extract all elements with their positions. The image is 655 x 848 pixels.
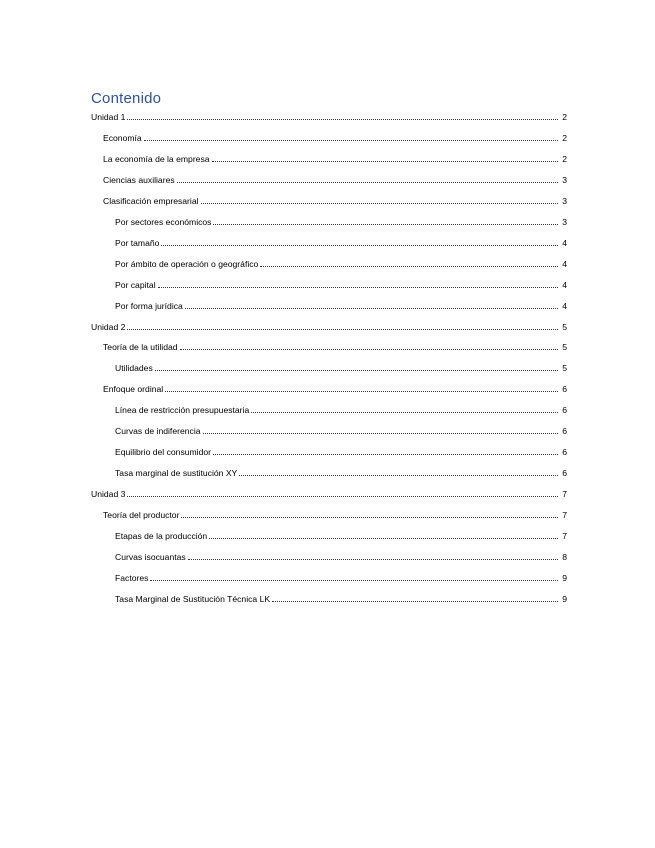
- toc-entry-page: 8: [562, 551, 567, 562]
- toc-entry-label: Tasa marginal de sustitución XY: [115, 468, 238, 479]
- toc-entry[interactable]: [115, 570, 567, 584]
- toc-leader-dots: [201, 203, 558, 204]
- toc-leader-dots: [272, 601, 558, 602]
- toc-leader-dots: [209, 538, 558, 539]
- toc-leader-dots: [161, 245, 558, 246]
- toc-entry[interactable]: [103, 172, 567, 186]
- toc-entry[interactable]: [91, 109, 567, 123]
- toc-entry[interactable]: [103, 507, 567, 521]
- toc-entry-label: Teoría del productor: [103, 510, 180, 521]
- toc-entry[interactable]: [115, 214, 567, 228]
- toc-entry[interactable]: [103, 151, 567, 165]
- toc-entry-page: 5: [562, 363, 567, 374]
- toc-entry-label: Utilidades: [115, 363, 153, 374]
- toc-entry-label: Curvas isocuantas: [115, 551, 186, 562]
- toc-leader-dots: [213, 454, 558, 455]
- toc-entry-page: 3: [562, 195, 567, 206]
- toc-leader-dots: [127, 119, 558, 120]
- toc-entry[interactable]: [115, 423, 567, 437]
- toc-entry[interactable]: [115, 235, 567, 249]
- toc-entry-label: La economía de la empresa: [103, 153, 210, 164]
- toc-entry-page: 7: [562, 531, 567, 541]
- toc-leader-dots: [165, 391, 558, 392]
- toc-leader-dots: [177, 182, 558, 183]
- toc-entry-label: Ciencias auxiliares: [103, 174, 175, 185]
- toc-leader-dots: [127, 329, 558, 330]
- toc-entry-label: Clasificación empresarial: [103, 195, 199, 206]
- toc-leader-dots: [155, 370, 558, 371]
- toc-entry[interactable]: [103, 381, 567, 395]
- toc-leader-dots: [158, 287, 558, 288]
- toc-entry[interactable]: [115, 256, 567, 270]
- toc-entry-page: 5: [562, 321, 567, 332]
- toc-leader-dots: [127, 496, 558, 497]
- toc-entry-page: 9: [562, 593, 567, 604]
- toc-entry-page: 6: [562, 384, 567, 395]
- toc-entry-page: 5: [562, 342, 567, 353]
- toc-entry-page: 6: [562, 405, 567, 416]
- toc-entry[interactable]: [115, 298, 567, 312]
- toc-entry[interactable]: [115, 591, 567, 605]
- toc-leader-dots: [203, 433, 558, 434]
- toc-entry[interactable]: [115, 277, 567, 291]
- toc-entry-label: Por sectores económicos: [115, 216, 212, 227]
- toc-entry[interactable]: [115, 549, 567, 563]
- toc-entry-page: 2: [562, 132, 567, 143]
- toc-entry-label: Curvas de indiferencia: [115, 426, 201, 437]
- toc-entry-label: Enfoque ordinal: [103, 384, 164, 395]
- toc-entry-label: Factores: [115, 572, 149, 583]
- toc-leader-dots: [188, 559, 558, 560]
- toc-leader-dots: [239, 475, 558, 476]
- toc-entry-page: 6: [562, 426, 567, 437]
- toc-entry-page: 7: [562, 489, 567, 500]
- toc-leader-dots: [251, 412, 558, 413]
- toc-entry-label: Equilibrio del consumidor: [115, 447, 212, 458]
- toc-leader-dots: [213, 224, 558, 225]
- toc-entry-page: 4: [562, 279, 567, 290]
- toc-entry[interactable]: [103, 339, 567, 353]
- toc-entry-page: 7: [562, 510, 567, 521]
- toc-entry[interactable]: [91, 319, 567, 333]
- toc-entry[interactable]: [115, 402, 567, 416]
- toc-entry-label: Etapas de la producción: [115, 531, 208, 541]
- toc-entry[interactable]: [91, 486, 567, 500]
- toc-entry[interactable]: [115, 360, 567, 374]
- toc-entry-label: Unidad 2: [91, 321, 126, 332]
- toc-entry[interactable]: [103, 193, 567, 207]
- toc-leader-dots: [181, 517, 558, 518]
- toc-entry-page: 3: [562, 216, 567, 227]
- toc-title: Contenido: [91, 90, 162, 107]
- toc-entry-page: 4: [562, 300, 567, 311]
- toc-entry-label: Teoría de la utilidad: [103, 342, 178, 353]
- toc-entry-page: 6: [562, 447, 567, 458]
- toc-entry-label: Por forma jurídica: [115, 300, 183, 311]
- toc-entry-label: Economía: [103, 132, 142, 143]
- toc-entry-label: Por tamaño: [115, 237, 160, 248]
- toc-entry-label: Tasa Marginal de Sustitución Técnica LK: [115, 593, 271, 604]
- toc-leader-dots: [180, 349, 558, 350]
- toc-entry-page: 6: [562, 468, 567, 479]
- toc-entry-label: Por ámbito de operación o geográfico: [115, 258, 259, 269]
- toc-leader-dots: [212, 161, 558, 162]
- toc-entry-page: 2: [562, 153, 567, 164]
- toc-entry-page: 9: [562, 572, 567, 583]
- toc-entry[interactable]: [115, 465, 567, 479]
- toc-entry-label: Línea de restricción presupuestaria: [115, 405, 250, 416]
- toc-entry-page: 2: [562, 112, 567, 122]
- toc-entry-page: 3: [562, 174, 567, 185]
- toc-entry-page: 4: [562, 237, 567, 248]
- toc-entry-page: 4: [562, 258, 567, 269]
- toc-leader-dots: [144, 140, 558, 141]
- toc-entry-label: Unidad 3: [91, 489, 126, 500]
- toc-leader-dots: [150, 580, 558, 581]
- toc-leader-dots: [185, 308, 558, 309]
- toc-leader-dots: [260, 266, 558, 267]
- toc-entry[interactable]: [115, 444, 567, 458]
- toc-entry[interactable]: [115, 528, 567, 542]
- toc-entry-label: Unidad 1: [91, 112, 126, 122]
- toc-entry[interactable]: [103, 130, 567, 144]
- toc-entry-label: Por capital: [115, 279, 156, 290]
